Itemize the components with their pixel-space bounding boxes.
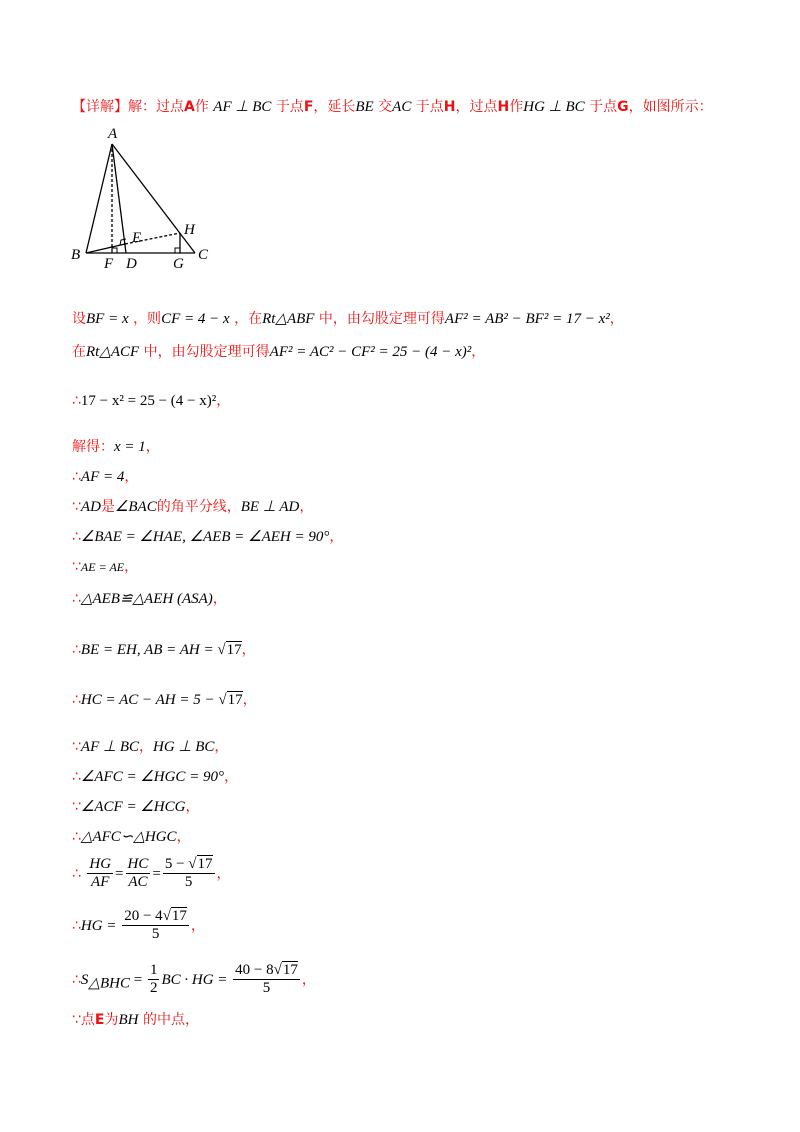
label-e: E [132, 230, 142, 246]
step-17: ∴HG = $\frac{20 - 4√17}{5}$ ， [72, 908, 205, 943]
step-13: ∴∠AFC = ∠HGC = 90°， [72, 769, 239, 785]
triangle-figure [68, 120, 228, 270]
step-10: ∴BE = EH, AB = AH = √17， [72, 642, 256, 658]
fraction-hc-ac: $\frac{HC}{AC}$ [127, 856, 149, 891]
step-2: 在Rt△ACF 中，由勾股定理可得AF² = AC² − CF² = 25 − (4 − x)²， [72, 344, 486, 360]
segment-ab [86, 144, 112, 253]
right-angle-f [112, 248, 117, 253]
right-angle-g [175, 248, 180, 253]
label-b: B [71, 247, 81, 263]
label-d: D [126, 256, 137, 270]
step-15: ∴△AFC∽△HGC， [72, 829, 191, 845]
fraction-hg-value: $\frac{20 - 4√17}{5}$ [124, 908, 187, 943]
step-3: ∴17 − x² = 25 − (4 − x)²， [72, 393, 231, 409]
label-g: G [173, 256, 184, 270]
fraction-hg-af: $\frac{HG}{AF}$ [89, 856, 112, 891]
step-1: 设BF = x ，则CF = 4 − x ，在Rt△ABF 中，由勾股定理可得AF² = AB² − BF² = 17 − x²， [72, 311, 624, 327]
step-16: ∴ $\frac{HG}{AF}$ = $\frac{HC}{AC}$ = $\frac{5 - √17}{5}$ ， [72, 856, 231, 891]
step-18: $\therefore S_{\triangle BHC}$ = $\frac{1}{2}$ BC · HG = $\frac{40 - 8√17}{5}$ ， [72, 962, 316, 997]
step-9: ∴△AEB≌△AEH (ASA)， [72, 591, 227, 607]
step-8: ∵AE = AE， [72, 559, 139, 575]
label-a: A [108, 126, 118, 142]
label-f: F [104, 256, 114, 270]
step-6: ∵AD是∠BAC的角平分线，BE ⊥ AD， [72, 499, 314, 515]
label-h: H [184, 222, 195, 238]
step-11: ∴HC = AC − AH = 5 − √17， [72, 692, 257, 708]
step-7: ∴∠BAE = ∠HAE, ∠AEB = ∠AEH = 90°， [72, 529, 344, 545]
step-19: ∵点E为BH 的中点， [72, 1012, 199, 1028]
label-c: C [198, 247, 209, 263]
fraction-one-half: $\frac{1}{2}$ [149, 962, 158, 997]
segment-be [86, 244, 125, 253]
step-12: ∵AF ⊥ BC，HG ⊥ BC， [72, 739, 229, 755]
step-5: ∴AF = 4， [72, 469, 139, 485]
fraction-five-minus-root: $\frac{5 - √17}{5}$ [164, 856, 213, 891]
detail-bracket: 【详解】 [72, 99, 128, 115]
step-14: ∵∠ACF = ∠HCG， [72, 799, 200, 815]
intro-line: 【详解】解：过点A作 AF ⊥ BC 于点F，延长BE 交AC 于点H，过点H作HG ⊥ BC 于点G，如图所示： [72, 99, 713, 115]
step-4: 解得：x = 1， [72, 439, 160, 455]
fraction-area-value: $\frac{40 - 8√17}{5}$ [235, 962, 298, 997]
